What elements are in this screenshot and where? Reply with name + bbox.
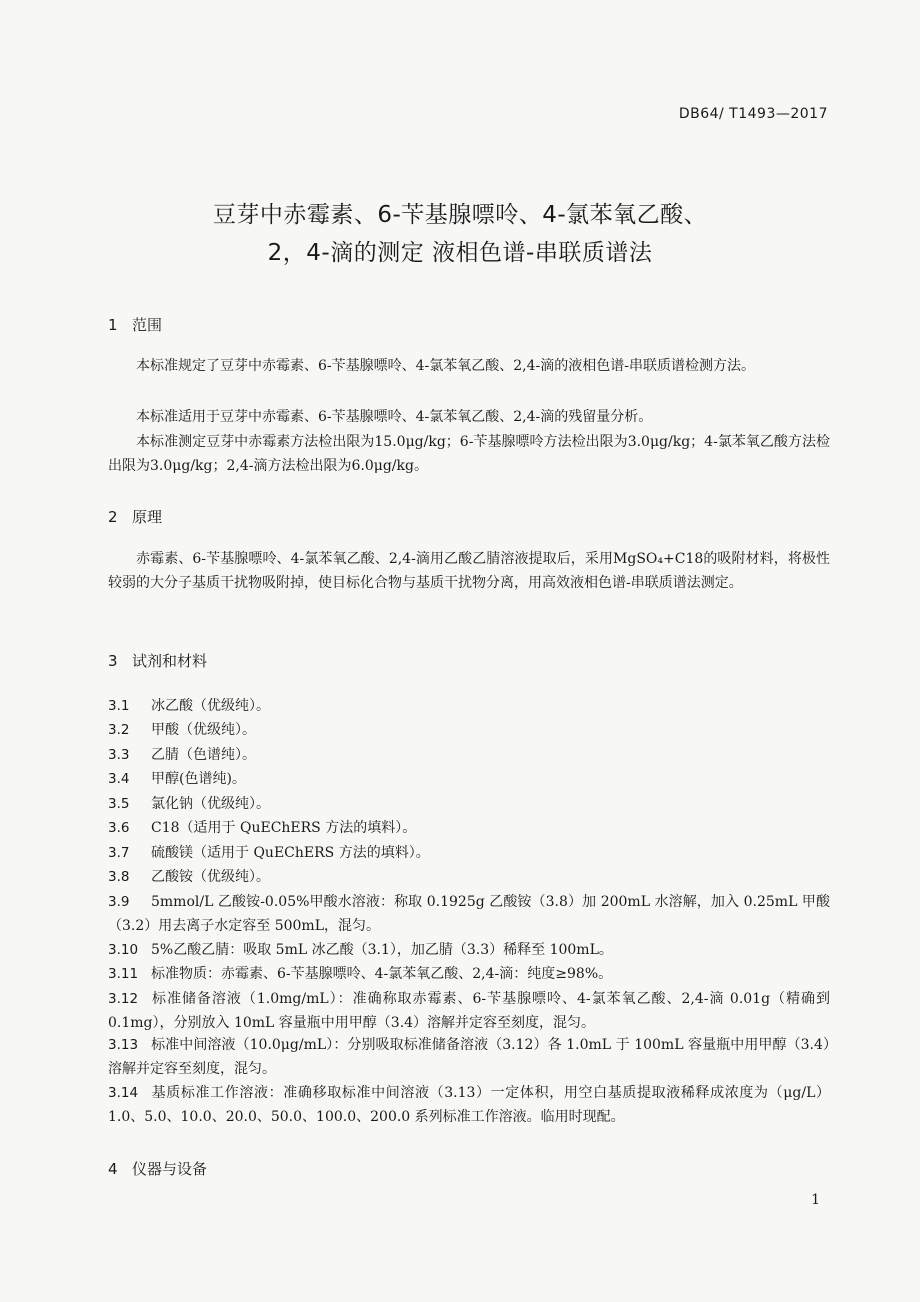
reagent-number: 3.11 [108, 966, 139, 982]
principle-text: 赤霉素、6-苄基腺嘌呤、4-氯苯氧乙酸、2,4-滴用乙酸乙腈溶液提取后，采用MgSO₄+C18的吸附材料，将极性较弱的大分子基质干扰物吸附掉，使目标化合物与基质干扰物分离，用高效液相色谱-串联质谱法测定。 [108, 551, 830, 591]
reagent-text: 冰乙酸（优级纯）。 [151, 698, 270, 714]
reagent-number: 3.9 [108, 894, 130, 910]
reagent-number: 3.2 [108, 722, 130, 738]
reagent-item [108, 792, 830, 816]
standard-code: DB64/ T1493—2017 [678, 106, 828, 122]
reagent-text: 5mmol/L 乙酸铵-0.05%甲酸水溶液：称取 0.1925g 乙酸铵（3.8）加 200mL 水溶解，加入 0.25mL 甲酸（3.2）用去离子水定容至 500mL，混匀。 [108, 894, 830, 934]
reagent-item [108, 743, 830, 767]
document-title-line1: 豆芽中赤霉素、6-苄基腺嘌呤、4-氯苯氧乙酸、 [212, 202, 708, 228]
section-number: 3 [108, 652, 118, 670]
section-heading-principle [108, 506, 162, 527]
section-heading-scope [108, 314, 162, 335]
section-title: 原理 [132, 508, 163, 526]
reagent-text: 标准物质：赤霉素、6-苄基腺嘌呤、4-氯苯氧乙酸、2,4-滴：纯度≥98%。 [151, 966, 613, 982]
reagent-number: 3.10 [108, 942, 139, 958]
reagent-number: 3.7 [108, 845, 130, 861]
reagent-number: 3.6 [108, 820, 130, 836]
reagent-number: 3.14 [108, 1085, 139, 1101]
reagent-text: 甲酸（优级纯）。 [151, 722, 256, 738]
section-title: 仪器与设备 [132, 1160, 208, 1178]
reagent-item [108, 1033, 830, 1081]
reagent-text: 氯化钠（优级纯）。 [151, 796, 270, 812]
section-title: 试剂和材料 [132, 652, 208, 670]
reagent-text: 甲醇(色谱纯)。 [151, 771, 246, 787]
reagent-text: 标准储备溶液（1.0mg/mL）：准确称取赤霉素、6-苄基腺嘌呤、4-氯苯氧乙酸、2,4-滴 0.01g（精确到 0.1mg），分别放入 10mL 容量瓶中用甲醇（3.4）溶解并定容至刻度，混匀。 [108, 991, 830, 1031]
section-title: 范围 [132, 316, 163, 334]
reagent-text: C18（适用于 QuEChERS 方法的填料）。 [151, 820, 417, 836]
reagent-text: 硫酸镁（适用于 QuEChERS 方法的填料）。 [151, 845, 430, 861]
principle-paragraph [108, 547, 830, 595]
reagent-text: 乙酸铵（优级纯）。 [151, 869, 270, 885]
reagent-item [108, 865, 830, 889]
scope-paragraph-2 [108, 405, 830, 429]
reagent-item [108, 987, 830, 1035]
reagent-number: 3.13 [108, 1037, 139, 1053]
reagent-number: 3.5 [108, 796, 130, 812]
scope-text-1: 本标准规定了豆芽中赤霉素、6-苄基腺嘌呤、4-氯苯氧乙酸、2,4-滴的液相色谱-串联质谱检测方法。 [136, 358, 755, 374]
section-number: 2 [108, 508, 118, 526]
section-number: 1 [108, 316, 118, 334]
scope-paragraph-1 [108, 354, 830, 378]
page-number: 1 [811, 1192, 820, 1208]
reagent-item [108, 890, 830, 938]
reagent-text: 乙腈（色谱纯）。 [151, 747, 256, 763]
reagent-item [108, 841, 830, 865]
reagent-number: 3.4 [108, 771, 130, 787]
reagent-item [108, 767, 830, 791]
reagent-number: 3.1 [108, 698, 130, 714]
reagent-number: 3.3 [108, 747, 130, 763]
reagent-number: 3.12 [108, 991, 139, 1007]
scope-paragraph-3 [108, 430, 830, 478]
scope-text-2: 本标准适用于豆芽中赤霉素、6-苄基腺嘌呤、4-氯苯氧乙酸、2,4-滴的残留量分析。 [136, 409, 653, 425]
reagent-text: 标准中间溶液（10.0μg/mL）：分别吸取标准储备溶液（3.12）各 1.0mL 于 100mL 容量瓶中用甲醇（3.4）溶解并定容至刻度，混匀。 [108, 1037, 830, 1077]
reagent-item [108, 718, 830, 742]
reagent-item [108, 694, 830, 718]
section-heading-reagents [108, 650, 207, 671]
reagent-item [108, 1081, 830, 1129]
reagent-item [108, 938, 830, 962]
reagent-text: 5%乙酸乙腈：吸取 5mL 冰乙酸（3.1），加乙腈（3.3）稀释至 100mL。 [151, 942, 613, 958]
reagent-number: 3.8 [108, 869, 130, 885]
reagent-text: 基质标准工作溶液：准确移取标准中间溶液（3.13）一定体积，用空白基质提取液稀释成浓度为（μg/L）1.0、5.0、10.0、20.0、50.0、100.0、200.0 系列标准工作溶液。临用时现配。 [108, 1085, 830, 1125]
section-heading-instruments [108, 1158, 207, 1179]
document-title-line2: 2，4-滴的测定 液相色谱-串联质谱法 [267, 240, 653, 266]
reagent-item [108, 816, 830, 840]
section-number: 4 [108, 1160, 118, 1178]
reagent-item [108, 962, 830, 986]
scope-text-3: 本标准测定豆芽中赤霉素方法检出限为15.0μg/kg；6-苄基腺嘌呤方法检出限为3.0μg/kg；4-氯苯氧乙酸方法检出限为3.0μg/kg；2,4-滴方法检出限为6.0μg/kg。 [108, 434, 830, 474]
